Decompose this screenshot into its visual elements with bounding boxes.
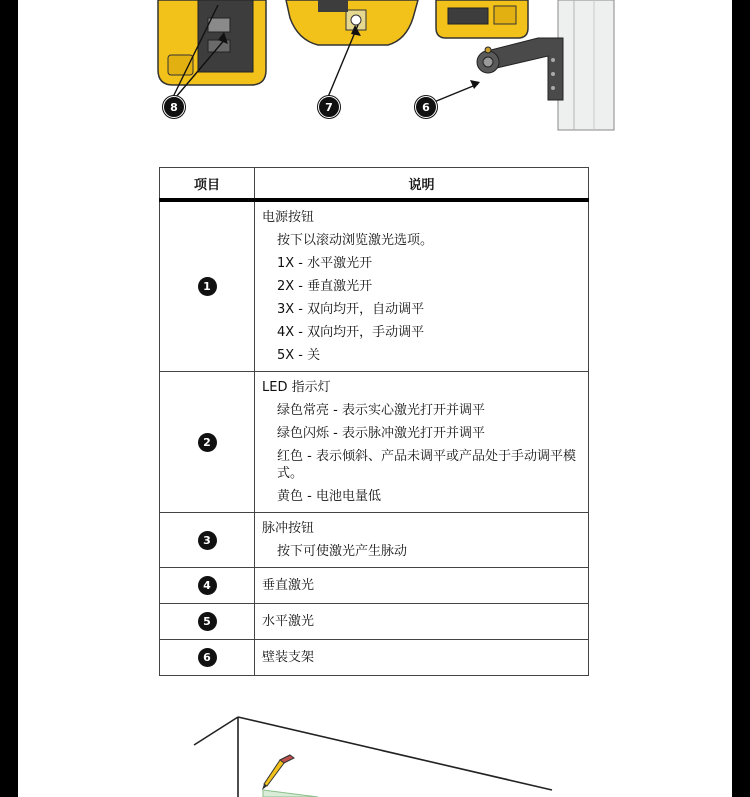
item-detail: 红色 - 表示倾斜、产品未调平或产品处于手动调平模式。: [277, 449, 576, 481]
wall-bracket: [477, 38, 563, 100]
header-item: 项目: [160, 168, 255, 201]
callout-8: 8: [163, 96, 185, 118]
callout-6: 6: [415, 96, 437, 118]
table-row: [160, 200, 589, 372]
table-row: [160, 568, 589, 604]
laser-device-with-bracket: [436, 0, 614, 130]
item-description-cell: [255, 604, 589, 640]
item-title: 脉冲按钮: [262, 521, 315, 536]
table-row: [160, 513, 589, 568]
item-badge: 5: [198, 612, 217, 631]
item-description-cell: [255, 200, 589, 372]
item-description-cell: [255, 640, 589, 676]
item-detail: 4X - 双向均开，手动调平: [277, 325, 425, 340]
item-detail: 1X - 水平激光开: [277, 256, 373, 271]
manual-page: [18, 0, 732, 797]
item-number-cell: [160, 513, 255, 568]
item-title: 垂直激光: [262, 578, 315, 593]
wall-corner-lines: [194, 717, 552, 797]
laser-device-side-view: [158, 0, 266, 85]
item-title: LED 指示灯: [262, 380, 331, 395]
table-row: [160, 604, 589, 640]
item-number-cell: [160, 568, 255, 604]
arrowhead: [470, 80, 480, 89]
component-description-table: [159, 167, 589, 676]
item-number-cell: [160, 200, 255, 372]
product-illustration-top: [18, 0, 732, 135]
item-detail: 绿色闪烁 - 表示脉冲激光打开并调平: [277, 426, 485, 441]
item-title: 电源按钮: [262, 210, 315, 225]
item-badge: 2: [198, 433, 217, 452]
header-description: 说明: [255, 168, 589, 201]
item-detail: 2X - 垂直激光开: [277, 279, 373, 294]
table-row: [160, 372, 589, 513]
item-title: 壁装支架: [262, 650, 315, 665]
item-badge: 4: [198, 576, 217, 595]
item-badge: 3: [198, 531, 217, 550]
item-badge: 1: [198, 277, 217, 296]
item-number-cell: [160, 640, 255, 676]
pencil-icon: [262, 755, 294, 790]
item-detail: 黄色 - 电池电量低: [277, 489, 381, 504]
item-detail: 按下可使激光产生脉动: [277, 544, 408, 559]
item-description-cell: [255, 513, 589, 568]
item-badge: 6: [198, 648, 217, 667]
table-row: [160, 640, 589, 676]
item-title: 水平激光: [262, 614, 315, 629]
item-detail: 5X - 关: [277, 348, 321, 363]
item-detail: 按下以滚动浏览激光选项。: [277, 233, 434, 248]
wall-marking-illustration: [18, 700, 732, 797]
laser-line-mark: [263, 790, 318, 797]
item-number-cell: [160, 604, 255, 640]
table-header-row: [160, 168, 589, 201]
item-detail: 3X - 双向均开，自动调平: [277, 302, 425, 317]
callout-7: 7: [318, 96, 340, 118]
item-number-cell: [160, 372, 255, 513]
item-detail: 绿色常亮 - 表示实心激光打开并调平: [277, 403, 485, 418]
item-description-cell: [255, 372, 589, 513]
item-description-cell: [255, 568, 589, 604]
